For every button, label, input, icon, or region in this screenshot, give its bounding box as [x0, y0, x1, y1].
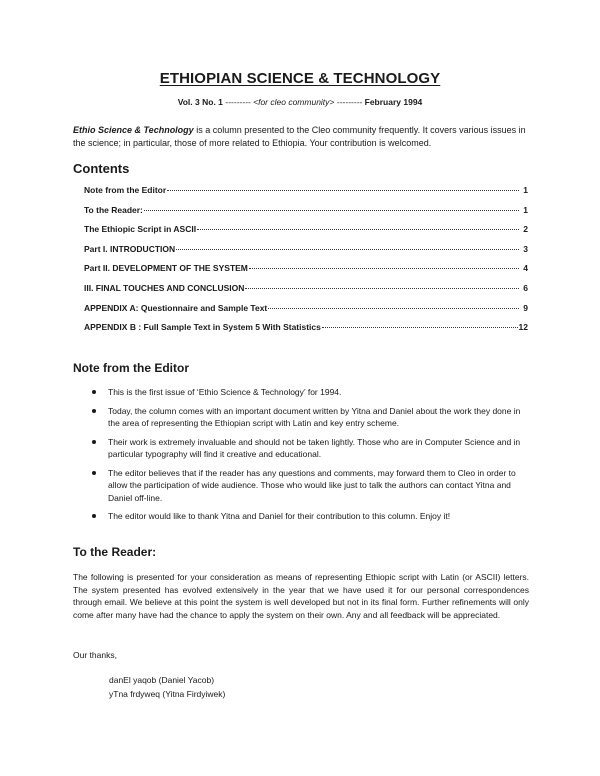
toc-entry[interactable] — [84, 322, 528, 342]
signature-daniel: danEl yaqob (Daniel Yacob) — [109, 675, 215, 685]
community-label: <for cleo community> — [253, 97, 335, 107]
reader-heading: To the Reader: — [73, 545, 157, 559]
bullet-icon — [92, 440, 96, 444]
document-title — [0, 70, 600, 87]
editor-note-text: Their work is extremely invaluable and should not be taken lightly. Those who are in Computer Science and in particular typography will find it creative and educational. — [108, 436, 521, 459]
editor-note-text: The editor would like to thank Yitna and Daniel for their contribution to this column. Enjoy it! — [108, 511, 451, 521]
toc-entry-page: 12 — [518, 322, 528, 333]
toc-leader-dots — [249, 262, 519, 269]
dashes-right: --------- — [336, 97, 363, 107]
toc-leader-dots — [197, 223, 519, 230]
toc-entry-label: Part II. DEVELOPMENT OF THE SYSTEM — [84, 263, 248, 274]
toc-entry-label: The Ethiopic Script in ASCII — [84, 224, 197, 235]
toc-entry[interactable] — [84, 283, 528, 303]
editor-note-item — [92, 386, 528, 399]
toc-entry-label: Note from the Editor — [84, 185, 167, 195]
toc-leader-dots — [322, 321, 518, 328]
toc-entry[interactable] — [84, 303, 528, 323]
toc-entry[interactable] — [84, 205, 528, 225]
toc-entry-page: 6 — [523, 282, 528, 293]
issue-line — [0, 97, 600, 107]
editor-note-text: Today, the column comes with an important document written by Yitna and Daniel about the work they done in the area of representing the Ethiopian script with Latin and key entry scheme. — [108, 405, 521, 428]
toc-entry-page: 2 — [523, 224, 528, 235]
toc-entry[interactable] — [84, 185, 528, 205]
intro-paragraph — [73, 124, 533, 150]
editor-note-item — [92, 405, 528, 430]
editor-note-item — [92, 436, 528, 461]
toc-entry-page: 1 — [523, 185, 528, 195]
toc-entry-label: To the Reader: — [84, 204, 143, 215]
toc-entry-label: III. FINAL TOUCHES AND CONCLUSION — [84, 282, 245, 293]
toc-leader-dots — [245, 282, 519, 289]
editor-note-item — [92, 510, 528, 523]
toc-leader-dots — [167, 184, 519, 191]
editor-note-heading: Note from the Editor — [73, 361, 189, 375]
toc-entry-label: APPENDIX A: Questionnaire and Sample Text — [84, 302, 268, 313]
toc-leader-dots — [268, 302, 519, 309]
toc-entry[interactable] — [84, 263, 528, 283]
bullet-icon — [92, 409, 96, 413]
toc-entry[interactable] — [84, 244, 528, 264]
document-title-text: ETHIOPIAN SCIENCE & TECHNOLOGY — [159, 70, 441, 87]
toc-entry-page: 9 — [523, 302, 528, 313]
signature-yitna: yTna frdyweq (Yitna Firdyiwek) — [109, 689, 226, 699]
reader-paragraph: The following is presented for your consideration as means of representing Ethiopic script with Latin (or ASCII) letters. The system presented has evolved extensively in the year that we have used it for our personal correspondences through email. We believe at this point the system is well developed but not in its final form. Further refinements will only come after many have had the chance to apply the system on their own. Any and all feedback will be appreciated. — [73, 572, 529, 620]
dashes-left: --------- — [225, 97, 251, 107]
editor-note-item — [92, 467, 528, 505]
bullet-icon — [92, 390, 96, 394]
closing-line: Our thanks, — [73, 650, 117, 660]
toc-leader-dots — [176, 243, 519, 250]
contents-heading: Contents — [73, 161, 130, 176]
toc-entry-page: 1 — [523, 204, 528, 215]
bullet-icon — [92, 514, 96, 518]
toc-entry-page: 3 — [523, 243, 528, 254]
volume-number: Vol. 3 No. 1 — [177, 97, 223, 107]
toc-entry-page: 4 — [523, 263, 528, 274]
toc-entry-label: Part I. INTRODUCTION — [84, 243, 176, 254]
bullet-icon — [92, 471, 96, 475]
editor-note-text: The editor believes that if the reader has any questions and comments, may forward them to Cleo in order to allow the participation of wide audience. Those who would like just to talk the authors can contact Yitna and Daniel off-line. — [108, 467, 516, 503]
intro-text: is a column presented to the Cleo community frequently. It covers various issues in the science; in particular, those of more related to Ethiopia. Your contribution is welcomed. — [73, 125, 526, 148]
issue-date: February 1994 — [364, 97, 423, 107]
table-of-contents — [84, 185, 528, 342]
toc-entry[interactable] — [84, 224, 528, 244]
editor-note-text: This is the first issue of ‘Ethio Science & Technology’ for 1994. — [108, 387, 342, 397]
toc-entry-label: APPENDIX B : Full Sample Text in System 5 With Statistics — [84, 322, 321, 333]
editor-note-list — [92, 386, 528, 529]
toc-leader-dots — [144, 204, 519, 211]
column-name: Ethio Science & Technology — [73, 125, 194, 135]
